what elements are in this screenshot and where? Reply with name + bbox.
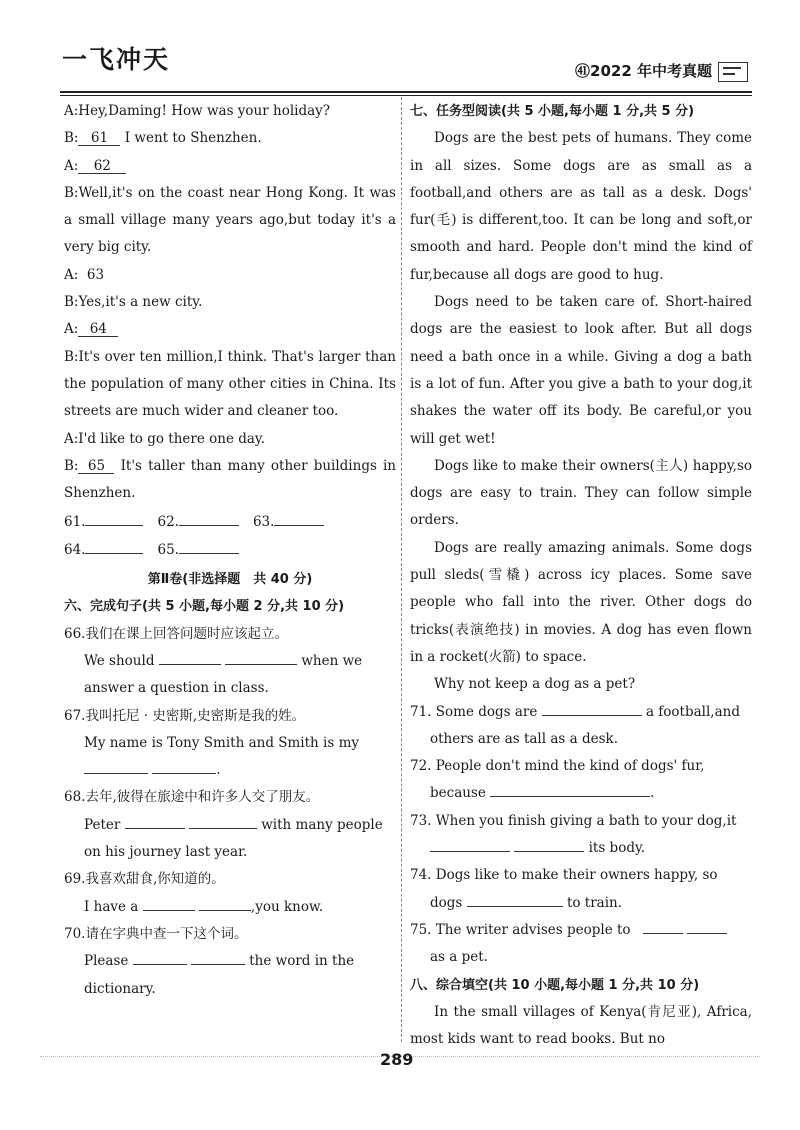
section7-title: 七、任务型阅读(共 5 小题,每小题 1 分,共 5 分): [410, 104, 695, 119]
q69-blank-2[interactable]: [199, 896, 251, 911]
header-exam-label: ㊶2022 年中考真题: [575, 62, 712, 80]
q72-line: 72. People don't mind the kind of dogs' fur,: [410, 758, 705, 775]
left-column: [64, 98, 396, 1003]
section6-title: 六、完成句子(共 5 小题,每小题 2 分,共 10 分): [64, 599, 345, 615]
answer-label-62: 62.: [157, 514, 179, 531]
answer-blank-61[interactable]: [85, 511, 143, 526]
answer-blank-65[interactable]: [179, 539, 239, 554]
blank-63[interactable]: 63: [86, 266, 105, 283]
q74-text-2: to train.: [566, 894, 623, 911]
q68-text-2: with many people: [261, 816, 383, 833]
dialogue-text: It's taller than many other buildings in Shenzhen.: [64, 457, 396, 502]
dialogue-line-9: A:I'd like to go there one day.: [64, 430, 266, 447]
dialogue-line-4: B:Well,it's on the coast near Hong Kong. It was a small village many years ago,but today it's a very big city.: [64, 184, 396, 256]
answer-row-1: [64, 509, 396, 536]
reading-para-4: Dogs are really amazing animals. Some dogs pull sleds(雪橇) across icy places. Some save people who fall into the river. Other dogs do tricks(表演绝技) in movies. A dog has even flown in a rocket(火箭) to space.: [410, 539, 752, 665]
q67-blank-2[interactable]: [152, 759, 216, 774]
q75-blank-1[interactable]: [643, 919, 683, 934]
q70-text-2: the word in the: [249, 953, 355, 970]
q71-text: 71. Some dogs are: [410, 703, 538, 720]
blank-65[interactable]: 65: [78, 459, 114, 474]
reading-para-1: Dogs are the best pets of humans. They come in all sizes. Some dogs are as small as a football,and others are as tall as a desk. Dogs' fur(毛) is different,too. It can be long and soft,or smooth and hard. People don't mind the kind of fur,because all dogs are good to hug.: [410, 130, 752, 283]
q68-chinese: 68.去年,彼得在旅途中和许多人交了朋友。: [64, 789, 320, 806]
header-rule: [60, 91, 752, 93]
q74-line-2: [410, 890, 752, 917]
q70-blank-2[interactable]: [191, 950, 245, 965]
reading-para-5: Why not keep a dog as a pet?: [434, 676, 636, 693]
q66-text: We should: [84, 652, 155, 669]
section8-title: 八、综合填空(共 10 小题,每小题 1 分,共 10 分): [410, 977, 700, 993]
q70-chinese: 70.请在字典中查一下这个词。: [64, 925, 248, 942]
blank-62[interactable]: 62: [78, 159, 126, 174]
q75-blank-2[interactable]: [687, 919, 727, 934]
q73-blank-1[interactable]: [430, 837, 510, 852]
answer-blank-62[interactable]: [179, 511, 239, 526]
answer-label-63: 63.: [252, 514, 275, 531]
q67-chinese: 67.我叫托尼 · 史密斯,史密斯是我的姓。: [64, 707, 306, 724]
q69-blank-1[interactable]: [143, 896, 195, 911]
dialogue-line-3: [64, 153, 396, 180]
dialogue-line-5: [64, 262, 396, 289]
q68-blank-2[interactable]: [189, 814, 257, 829]
q73-line-2: [410, 835, 752, 862]
reading-para-2: Dogs need to be taken care of. Short-haired dogs are the easiest to look after. But all dogs need a bath once in a while. Giving a dog a bath is a lot of fun. After you give a bath to your dog,it shakes the water off its body. Be careful,or you will get wet!: [410, 294, 752, 447]
answer-blank-64[interactable]: [85, 539, 143, 554]
dialogue-line-8: B:It's over ten million,I think. That's larger than the population of many other cities in China. Its streets are much wider and cleaner too.: [64, 348, 396, 420]
reading-para-3: Dogs like to make their owners(主人) happy,so dogs are easy to train. They can follow simple orders.: [410, 457, 752, 529]
q68-text: Peter: [84, 816, 121, 833]
header-exam-title: [575, 60, 748, 82]
q71-text-2: a football,and: [645, 703, 740, 720]
q71-line: [410, 699, 752, 726]
q70-text: Please: [84, 953, 129, 970]
dialogue-line-7: [64, 316, 396, 343]
q66-line-2: answer a question in class.: [84, 680, 269, 697]
speaker-a: A:: [64, 157, 79, 174]
q70-line-2: dictionary.: [84, 980, 156, 997]
q68-blank-1[interactable]: [125, 814, 185, 829]
right-column: [410, 98, 752, 1053]
q70-blank-1[interactable]: [133, 950, 187, 965]
q75-line-2: as a pet.: [430, 949, 488, 966]
q69-line: [64, 894, 396, 921]
dialogue-line-10: [64, 453, 396, 508]
answer-label-61: 61.: [64, 514, 86, 531]
q66-text-2: when we: [301, 652, 363, 669]
answer-label-65: 65.: [157, 541, 179, 558]
q69-text-2: ,you know.: [250, 898, 324, 915]
q72-text: because: [430, 785, 486, 802]
q73-text: its body.: [588, 840, 646, 857]
blank-61[interactable]: 61: [78, 131, 120, 146]
q72-period: .: [650, 785, 655, 802]
speaker-a: A:: [64, 321, 79, 338]
q74-line: 74. Dogs like to make their owners happy, so: [410, 867, 718, 884]
column-divider: [401, 97, 402, 1042]
speaker-b: B:: [64, 457, 79, 474]
q72-blank[interactable]: [490, 782, 650, 797]
header-brand: 一飞冲天: [62, 45, 171, 74]
cloze-para: In the small villages of Kenya(肯尼亚), Africa, most kids want to read books. But no: [410, 1003, 752, 1048]
speaker-b: B:: [64, 130, 79, 147]
blank-64[interactable]: 64: [78, 322, 118, 337]
speaker-a: A:: [64, 266, 79, 283]
q71-line-2: others are as tall as a desk.: [430, 730, 618, 747]
dialogue-text: I went to Shenzhen.: [124, 130, 262, 147]
dialogue-line-6: B:Yes,it's a new city.: [64, 294, 203, 311]
q70-line: [64, 948, 396, 975]
q73-blank-2[interactable]: [514, 837, 584, 852]
book-logo-icon: [718, 62, 748, 82]
part2-title: 第Ⅱ卷(非选择题 共 40 分): [147, 572, 313, 588]
q75-line: [410, 917, 752, 944]
q75-text: 75. The writer advises people to: [410, 921, 631, 938]
answer-row-2: [64, 537, 396, 564]
q73-line: 73. When you finish giving a bath to your dog,it: [410, 812, 737, 829]
q67-blank-1[interactable]: [84, 759, 148, 774]
q68-line: [64, 812, 396, 839]
page-number: 289: [380, 1050, 414, 1069]
q71-blank[interactable]: [542, 701, 642, 716]
q66-chinese: 66.我们在课上回答问题时应该起立。: [64, 625, 288, 642]
q69-text: I have a: [84, 898, 139, 915]
q66-line: [64, 648, 396, 675]
answer-label-64: 64.: [64, 541, 86, 558]
dialogue-line-2: [64, 125, 396, 152]
header-rule-thin: [60, 95, 752, 96]
q74-text: dogs: [430, 894, 463, 911]
q74-blank[interactable]: [467, 892, 563, 907]
dialogue-line-1: A:Hey,Daming! How was your holiday?: [64, 103, 331, 119]
q66-blank-1[interactable]: [159, 650, 221, 665]
q66-blank-2[interactable]: [225, 650, 297, 665]
q67-line: My name is Tony Smith and Smith is my: [84, 734, 359, 751]
q67-line-2: .: [64, 757, 396, 784]
answer-blank-63[interactable]: [274, 511, 324, 526]
q69-chinese: 69.我喜欢甜食,你知道的。: [64, 871, 225, 888]
q68-line-2: on his journey last year.: [84, 844, 248, 861]
q72-line-2: [410, 780, 752, 807]
